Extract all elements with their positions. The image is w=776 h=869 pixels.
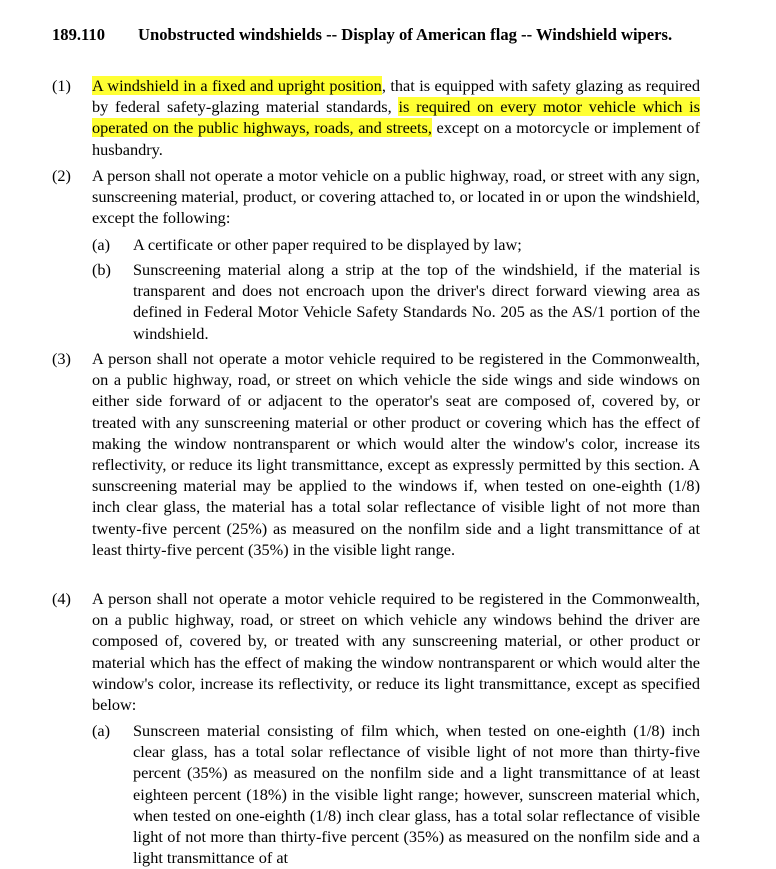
body-text: , that is equipped with safety glazing as required by federal safety-glazing material standards, [92,76,701,117]
paragraph-label: (a) [92,721,111,740]
subsection-4-a [92,720,700,868]
body-text: except on a motorcycle or implement of husbandry. [92,118,700,159]
subsection-text: A person shall not operate a motor vehicle required to be registered in the Commonwealth, on a public highway, road, or street on which vehicle any windows behind the driver are composed of, covered by, or treated with any sunscreening material, or other product or material which has the effect of making the window nontransparent or which would alter the window's color, increase its reflectivity, or reduce its light transmittance, except as specified below: [92,589,700,715]
subsection-3 [52,348,700,560]
highlighted-text: A windshield in a fixed and upright position [92,76,382,95]
subsection-label: (3) [52,349,71,368]
subsection-text: A person shall not operate a motor vehicle on a public highway, road, or street with any sign, sunscreening material, product, or covering attached to, or located in or upon the windshield, except the following: [92,166,700,228]
section-title: Unobstructed windshields -- Display of American flag -- Windshield wipers. [138,25,673,44]
subsection-1 [52,75,700,160]
paragraph-text: Sunscreening material along a strip at the top of the windshield, if the material is transparent and does not encroach upon the driver's direct forward viewing area as defined in Federal Motor Vehicle Safety Standards No. 205 as the AS/1 portion of the windshield. [133,260,700,343]
subsection-text: A person shall not operate a motor vehicle required to be registered in the Commonwealth, on a public highway, road, or street on which vehicle the side wings and side windows on either side forward of or adjacent to the operator's seat are composed of, covered by, or treated with any sunscreening material or other product or covering which has the effect of making the window nontransparent or which would alter the window's color, increase its reflectivity, or reduce its light transmittance, except as expressly permitted by this section. A sunscreening material may be applied to the windows if, when tested on one-eighth (1/8) inch clear glass, the material has a total solar reflectance of visible light of not more than twenty-five percent (25%) as measured on the nonfilm side and a light transmittance of at least thirty-five percent (35%) in the visible light range. [92,349,700,559]
paragraph-label: (b) [92,260,111,279]
highlighted-text: is required on every motor vehicle which is operated on the public highways, roads, and streets, [92,97,701,138]
paragraph-text: Sunscreen material consisting of film which, when tested on one-eighth (1/8) inch clear glass, has a total solar reflectance of visible light of not more than thirty-five percent (35%) as measured on the nonfilm side and a light transmittance of at least eighteen percent (18%) in the visible light range; however, sunscreen material which, when tested on one-eighth (1/8) inch clear glass, has a total solar reflectance of visible light of not more than thirty-five percent (35%) as measured on the nonfilm side and a light transmittance of at [133,721,700,868]
subsection-label: (4) [52,589,71,608]
paragraph-text: A certificate or other paper required to be displayed by law; [133,235,522,254]
section-number: 189.110 [52,25,106,44]
section-heading [52,24,702,45]
subsection-text [92,75,700,160]
subsection-label: (1) [52,76,71,95]
subsection-4 [52,588,700,715]
subsection-2-b [92,259,700,344]
paragraph-label: (a) [92,235,111,254]
subsection-2 [52,165,700,229]
subsection-label: (2) [52,166,71,185]
subsection-2-a [92,234,700,255]
